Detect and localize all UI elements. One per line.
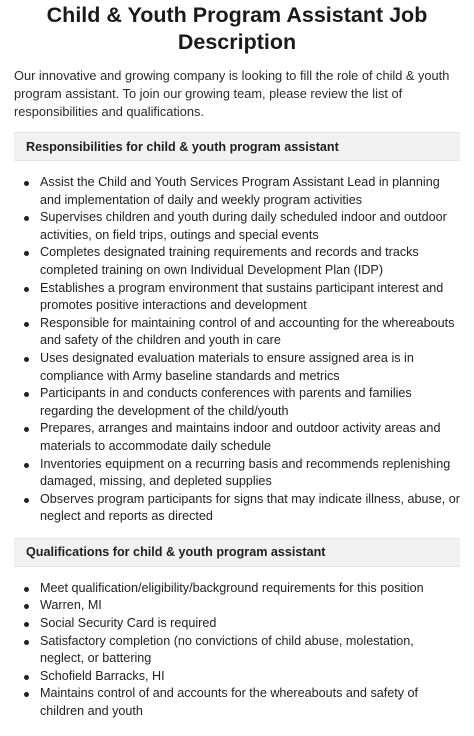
bullet-icon	[24, 181, 29, 186]
bullet-icon	[24, 357, 29, 362]
list-item: Meet qualification/eligibility/background requirements for this position	[14, 580, 460, 598]
list-item: Supervises children and youth during daily scheduled indoor and outdoor activities, on field trips, outings and special events	[14, 209, 460, 244]
list-item: Prepares, arranges and maintains indoor and outdoor activity areas and materials to accommodate daily schedule	[14, 420, 460, 455]
intro-paragraph: Our innovative and growing company is looking to fill the role of child & youth program assistant. To join our growing team, please review the list of responsibilities and qualifications.	[14, 68, 450, 119]
bullet-icon	[24, 251, 29, 256]
responsibilities-heading: Responsibilities for child & youth program assistant	[26, 139, 339, 154]
bullet-icon	[24, 287, 29, 292]
bullet-icon	[24, 322, 29, 327]
qualifications-header	[14, 538, 460, 567]
bullet-icon	[24, 604, 29, 609]
list-item: Social Security Card is required	[14, 615, 460, 633]
bullet-icon	[24, 427, 29, 432]
qualifications-list	[14, 580, 460, 721]
list-item: Inventories equipment on a recurring basis and recommends replenishing damaged, missing, and depleted supplies	[14, 456, 460, 491]
list-item: Participants in and conducts conferences with parents and families regarding the development of the child/youth	[14, 385, 460, 420]
list-item: Establishes a program environment that sustains participant interest and promotes positive interactions and development	[14, 280, 460, 315]
bullet-icon	[24, 392, 29, 397]
bullet-icon	[24, 622, 29, 627]
list-item: Observes program participants for signs that may indicate illness, abuse, or neglect and reports as directed	[14, 491, 460, 526]
bullet-icon	[24, 498, 29, 503]
list-item: Assist the Child and Youth Services Program Assistant Lead in planning and implementation of daily and weekly program activities	[14, 174, 460, 209]
bullet-icon	[24, 640, 29, 645]
list-item: Warren, MI	[14, 597, 460, 615]
bullet-icon	[24, 675, 29, 680]
qualifications-heading: Qualifications for child & youth program assistant	[26, 545, 326, 560]
bullet-icon	[24, 216, 29, 221]
list-item: Completes designated training requirements and records and tracks completed training on own Individual Development Plan (IDP)	[14, 244, 460, 279]
list-item: Responsible for maintaining control of and accounting for the whereabouts and safety of the children and youth in care	[14, 315, 460, 350]
bullet-icon	[24, 587, 29, 592]
list-item: Schofield Barracks, HI	[14, 668, 460, 686]
list-item: Maintains control of and accounts for the whereabouts and safety of children and youth	[14, 685, 460, 720]
list-item: Uses designated evaluation materials to ensure assigned area is in compliance with Army baseline standards and metrics	[14, 350, 460, 385]
bullet-icon	[24, 463, 29, 468]
bullet-icon	[24, 692, 29, 697]
responsibilities-list	[14, 174, 460, 526]
list-item: Satisfactory completion (no convictions of child abuse, molestation, neglect, or battering	[14, 633, 460, 668]
responsibilities-header	[14, 132, 460, 161]
page-title: Child & Youth Program Assistant Job Description	[46, 3, 428, 54]
